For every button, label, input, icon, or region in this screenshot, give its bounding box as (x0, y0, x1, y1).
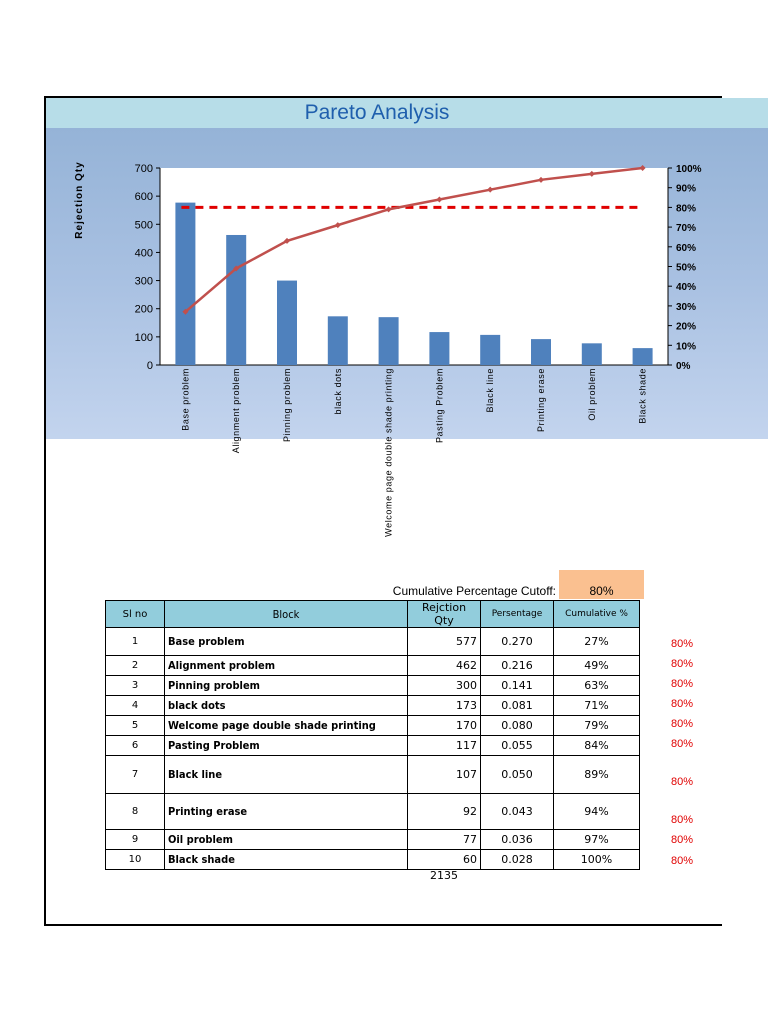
block-cell[interactable]: Welcome page double shade printing (165, 716, 408, 736)
sl-no-cell[interactable]: 6 (106, 736, 165, 756)
y2-tick-label: 70% (676, 223, 697, 235)
sl-no-cell[interactable]: 7 (106, 756, 165, 794)
table-row (106, 628, 640, 656)
table-row (106, 830, 640, 850)
block-cell[interactable]: Oil problem (165, 830, 408, 850)
frame-bottom-border (45, 924, 722, 926)
header-rejection-qty: Rejction Qty (408, 601, 481, 628)
header-percentage: Persentage (481, 601, 554, 628)
block-cell[interactable]: Pinning problem (165, 676, 408, 696)
cumulative-cell[interactable]: 97% (554, 830, 640, 850)
pareto-table (105, 600, 640, 870)
title-band (46, 98, 768, 128)
table-row (106, 736, 640, 756)
rejection-qty-cell[interactable]: 107 (408, 756, 481, 794)
y-tick-label: 500 (134, 219, 153, 232)
block-cell[interactable]: black dots (165, 696, 408, 716)
cutoff-value-cell: 80% (671, 678, 694, 690)
header-cumulative: Cumulative % (554, 601, 640, 628)
block-cell[interactable]: Base problem (165, 628, 408, 656)
sl-no-cell[interactable]: 3 (106, 676, 165, 696)
cumulative-cell[interactable]: 84% (554, 736, 640, 756)
bar (633, 348, 653, 365)
bar (175, 203, 195, 365)
percentage-cell[interactable]: 0.081 (481, 696, 554, 716)
table-row (106, 656, 640, 676)
y2-tick-label: 10% (676, 341, 697, 353)
page-title: Pareto Analysis (304, 101, 450, 124)
header-sl-no: Sl no (106, 601, 165, 628)
cutoff-value-cell: 80% (671, 776, 694, 788)
rejection-qty-cell[interactable]: 170 (408, 716, 481, 736)
cumulative-cell[interactable]: 63% (554, 676, 640, 696)
block-cell[interactable]: Printing erase (165, 794, 408, 830)
header-block: Block (165, 601, 408, 628)
y2-tick-label: 90% (676, 183, 697, 195)
cumulative-cell[interactable]: 71% (554, 696, 640, 716)
rejection-qty-cell[interactable]: 60 (408, 850, 481, 870)
table-row (106, 794, 640, 830)
bar (226, 235, 246, 365)
total-qty: 2135 (430, 869, 458, 882)
bar (429, 332, 449, 365)
percentage-cell[interactable]: 0.055 (481, 736, 554, 756)
sl-no-cell[interactable]: 10 (106, 850, 165, 870)
cutoff-value[interactable]: 80% (559, 570, 644, 599)
sl-no-cell[interactable]: 4 (106, 696, 165, 716)
cutoff-value-cell: 80% (671, 855, 694, 867)
bar (531, 339, 551, 365)
table-row (106, 676, 640, 696)
bar (582, 343, 602, 365)
bar (379, 317, 399, 365)
table-row (106, 716, 640, 736)
y-tick-label: 700 (134, 163, 153, 175)
y2-tick-label: 0% (676, 361, 691, 372)
sl-no-cell[interactable]: 1 (106, 628, 165, 656)
percentage-cell[interactable]: 0.141 (481, 676, 554, 696)
y-axis-label: Rejection Qty (74, 161, 85, 239)
sl-no-cell[interactable]: 9 (106, 830, 165, 850)
bar (328, 316, 348, 365)
y-tick-label: 100 (134, 331, 153, 344)
x-tick-label: Black shade (637, 368, 648, 424)
percentage-cell[interactable]: 0.080 (481, 716, 554, 736)
cutoff-value-cell: 80% (671, 738, 694, 750)
cutoff-value-cell: 80% (671, 814, 694, 826)
percentage-cell[interactable]: 0.028 (481, 850, 554, 870)
y2-tick-label: 60% (676, 242, 697, 254)
pareto-chart (46, 128, 768, 537)
table-header-row (106, 601, 640, 628)
block-cell[interactable]: Black line (165, 756, 408, 794)
cutoff-value-cell: 80% (671, 718, 694, 730)
rejection-qty-cell[interactable]: 92 (408, 794, 481, 830)
block-cell[interactable]: Pasting Problem (165, 736, 408, 756)
cutoff-value-cell: 80% (671, 834, 694, 846)
y2-tick-label: 50% (676, 262, 697, 274)
cumulative-cell[interactable]: 27% (554, 628, 640, 656)
x-tick-label: Pasting Problem (434, 368, 445, 444)
chart-area (46, 128, 768, 537)
bar (277, 281, 297, 365)
percentage-cell[interactable]: 0.216 (481, 656, 554, 676)
percentage-cell[interactable]: 0.050 (481, 756, 554, 794)
y-tick-label: 300 (134, 275, 153, 288)
x-tick-label: Pinning problem (282, 368, 292, 443)
cumulative-cell[interactable]: 100% (554, 850, 640, 870)
percentage-cell[interactable]: 0.036 (481, 830, 554, 850)
y2-tick-label: 80% (676, 203, 697, 215)
percentage-cell[interactable]: 0.270 (481, 628, 554, 656)
y-tick-label: 400 (134, 247, 153, 260)
x-tick-label: Black line (485, 368, 496, 413)
rejection-qty-cell[interactable]: 173 (408, 696, 481, 716)
block-cell[interactable]: Black shade (165, 850, 408, 870)
cutoff-value-cell: 80% (671, 698, 694, 710)
y2-tick-label: 20% (676, 321, 697, 333)
sl-no-cell[interactable]: 2 (106, 656, 165, 676)
x-tick-label: Welcome page double shade printing (383, 368, 394, 537)
cutoff-value-cell: 80% (671, 638, 694, 650)
rejection-qty-cell[interactable]: 462 (408, 656, 481, 676)
sl-no-cell[interactable]: 5 (106, 716, 165, 736)
x-tick-label: Oil problem (586, 368, 597, 421)
percentage-cell[interactable]: 0.043 (481, 794, 554, 830)
rejection-qty-cell[interactable]: 117 (408, 736, 481, 756)
cutoff-label: Cumulative Percentage Cutoff: (392, 584, 556, 598)
block-cell[interactable]: Alignment problem (165, 656, 408, 676)
bar (480, 335, 500, 365)
x-tick-label: Alignment problem (231, 368, 242, 454)
rejection-qty-cell[interactable]: 77 (408, 830, 481, 850)
rejection-qty-cell[interactable]: 300 (408, 676, 481, 696)
y-tick-label: 600 (134, 191, 153, 204)
rejection-qty-cell[interactable]: 577 (408, 628, 481, 656)
y2-tick-label: 40% (676, 282, 697, 294)
table-row (106, 850, 640, 870)
cutoff-value-cell: 80% (671, 658, 694, 670)
y2-tick-label: 30% (676, 301, 697, 313)
x-tick-label: Base problem (180, 368, 191, 431)
table-row (106, 756, 640, 794)
cumulative-cell[interactable]: 89% (554, 756, 640, 794)
table-body (106, 628, 640, 870)
cumulative-cell[interactable]: 94% (554, 794, 640, 830)
cumulative-cell[interactable]: 79% (554, 716, 640, 736)
cumulative-cell[interactable]: 49% (554, 656, 640, 676)
x-tick-label: Printing erase (536, 368, 546, 432)
y-tick-label: 0 (146, 360, 153, 372)
y2-tick-label: 100% (676, 164, 702, 175)
table-row (106, 696, 640, 716)
sl-no-cell[interactable]: 8 (106, 794, 165, 830)
x-tick-label: black dots (332, 368, 343, 415)
y-tick-label: 200 (134, 303, 153, 316)
